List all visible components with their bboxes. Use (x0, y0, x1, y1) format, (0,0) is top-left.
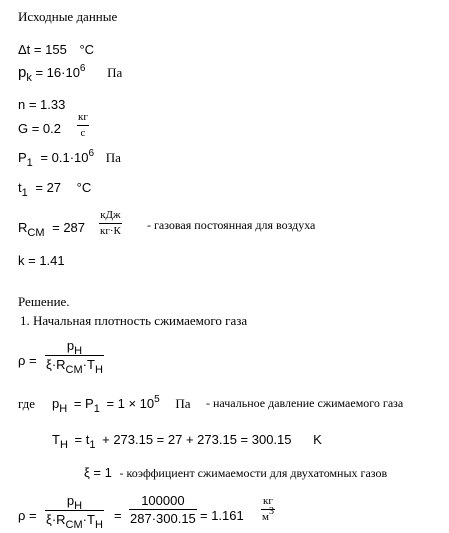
rho-den-sub-cm: CM (65, 364, 83, 376)
r-eq: = 287 (52, 220, 86, 235)
pk-eq: = 16·10 (35, 65, 80, 80)
rho-den (45, 356, 104, 376)
g-unit-num: кг (78, 111, 88, 123)
r-line (18, 220, 86, 239)
t1-unit: °C (76, 180, 92, 195)
t1-line (18, 180, 92, 199)
final-f1-den (45, 511, 104, 531)
p1-symbol: P (18, 150, 27, 165)
rho-num-sub: H (74, 345, 83, 357)
final-unit-den (261, 506, 275, 523)
ph-p1-sub: 1 (93, 403, 100, 415)
final-f2-num: 100000 (141, 493, 185, 508)
p1-exp: 6 (88, 148, 95, 159)
k-line: k = 1.41 (18, 253, 65, 268)
th-eq1: = t (74, 432, 90, 447)
final-result: = 1.161 (200, 508, 244, 523)
final-fraction-2 (129, 494, 197, 525)
th-sub: H (59, 439, 68, 451)
final-f1-den-sub-h: H (94, 519, 103, 531)
t1-symbol: t (18, 180, 22, 195)
g-unit-den: с (80, 127, 86, 139)
n-line: n = 1.33 (18, 97, 66, 112)
delta-t-line (18, 43, 94, 56)
ph-unit: Па (175, 396, 191, 411)
p1-eq: = 0.1·10 (40, 150, 89, 165)
ph-symbol: p (52, 396, 60, 411)
rho-lhs: ρ = (18, 353, 37, 368)
r-unit-num: кДж (100, 209, 121, 221)
xi-line (84, 466, 387, 479)
final-fraction-1 (45, 493, 104, 531)
pk-exp: 6 (79, 63, 86, 74)
pk-line (18, 63, 123, 84)
final-eq-sign: = (114, 508, 122, 523)
final-f1-num-sym: p (66, 493, 75, 508)
pk-subscript: k (26, 72, 32, 84)
rho-num (66, 339, 83, 355)
ph-line (52, 394, 191, 415)
final-unit-den-m: м (262, 511, 269, 523)
p1-subscript: 1 (26, 157, 33, 169)
th-line (52, 432, 322, 451)
th-symbol: T (52, 432, 60, 447)
final-rho-lhs: ρ = (18, 508, 37, 523)
rho-den-xi-r: ξ·R (46, 357, 66, 372)
g-unit-fraction (77, 112, 89, 139)
heading: Исходные данные (18, 9, 118, 24)
r-symbol: R (18, 220, 28, 235)
r-unit-den: кг·К (100, 225, 121, 237)
ph-exp: 5 (154, 394, 160, 405)
th-t-sub: 1 (89, 439, 96, 451)
g-line: G = 0.2 (18, 121, 61, 136)
final-f1-num (66, 494, 83, 510)
ph-eq2: = 1 × 10 (106, 396, 155, 411)
th-unit: K (313, 432, 322, 447)
xi-description: - коэффициент сжимаемости для двухатомных газов (119, 466, 388, 480)
r-subscript: CM (27, 227, 45, 239)
delta-t-unit: °C (79, 42, 95, 57)
where-label: где (18, 396, 36, 411)
ph-description: - начальное давление сжимаемого газа (206, 396, 404, 410)
r-description: - газовая постоянная для воздуха (147, 218, 316, 232)
t1-subscript: 1 (21, 187, 28, 199)
final-unit-fraction (261, 496, 275, 523)
r-unit-fraction (99, 210, 122, 237)
final-f2-den: 287·300.15 (130, 511, 196, 526)
th-eq2: + 273.15 = 27 + 273.15 = 300.15 (102, 432, 292, 447)
ph-sub: H (59, 403, 68, 415)
rho-fraction (45, 338, 104, 376)
t1-eq: = 27 (35, 180, 62, 195)
pk-unit: Па (107, 65, 123, 80)
rho-den-sub-h: H (94, 364, 103, 376)
delta-t-value: Δt = 155 (18, 42, 67, 57)
rho-num-sym: p (66, 338, 75, 353)
ph-eq1: = P (73, 396, 94, 411)
rho-den-t: ·T (82, 357, 95, 372)
p1-unit: Па (105, 150, 121, 165)
xi-value: ξ = 1 (84, 465, 112, 480)
final-f1-den-xi-r: ξ·R (46, 512, 66, 527)
final-unit-num: кг (263, 495, 273, 507)
final-f1-den-t: ·T (82, 512, 95, 527)
pk-symbol: p (18, 64, 27, 81)
final-f1-den-sub-cm: CM (65, 519, 83, 531)
final-unit-exp: 3 (268, 506, 274, 517)
p1-line (18, 148, 121, 169)
solution-title: Решение. (18, 294, 70, 309)
final-f1-num-sub: H (74, 500, 83, 512)
step1-title: 1. Начальная плотность сжимаемого газа (20, 313, 248, 328)
